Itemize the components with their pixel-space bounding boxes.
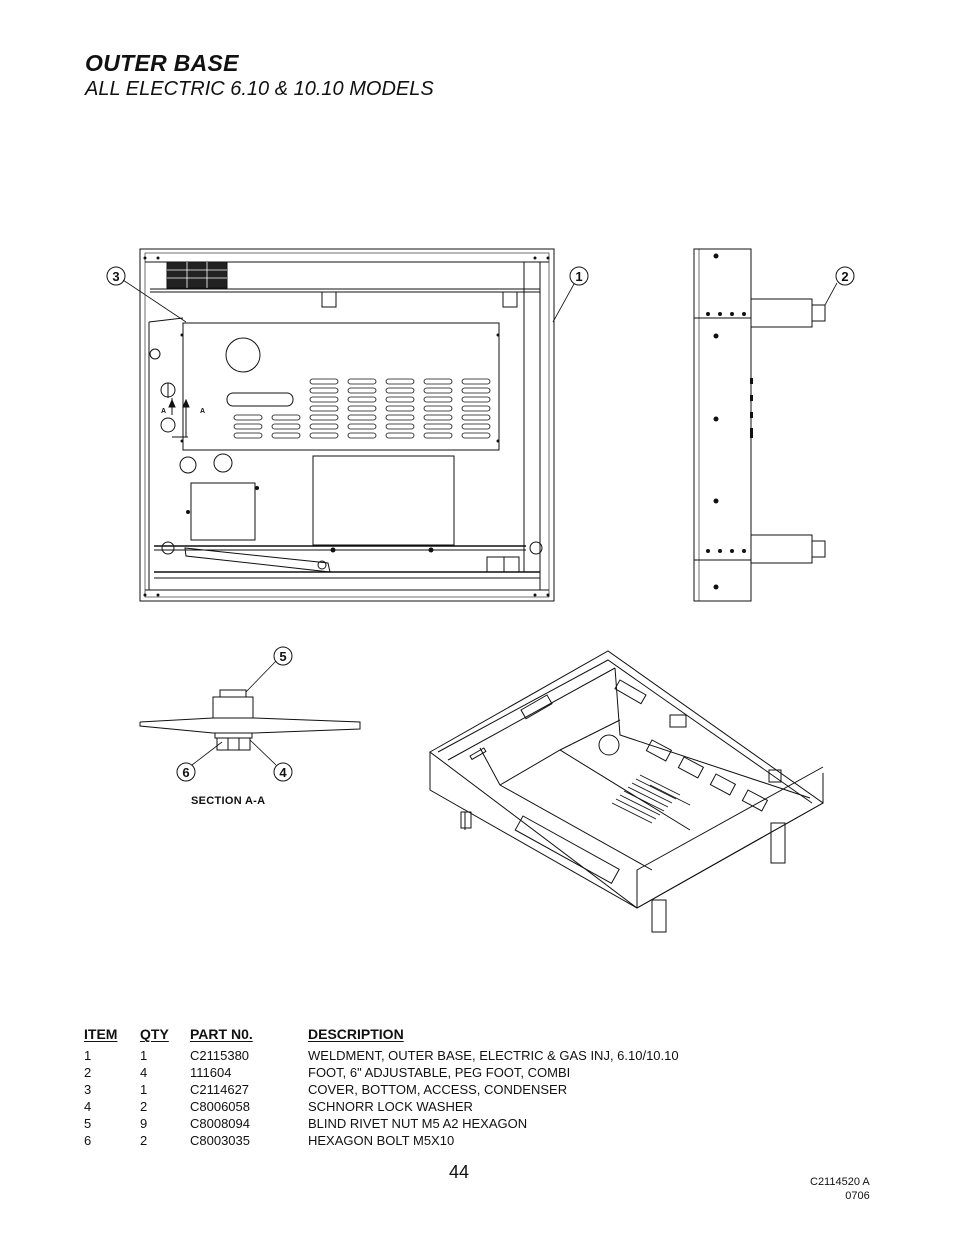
table-row bbox=[84, 1081, 679, 1098]
parts-table-header bbox=[84, 1026, 679, 1047]
section-a-a-label: SECTION A-A bbox=[191, 795, 266, 807]
item-cell: 6 bbox=[84, 1133, 92, 1148]
qty-cell: 4 bbox=[140, 1065, 148, 1080]
parts-table bbox=[84, 1026, 679, 1149]
qty-cell: 2 bbox=[140, 1133, 148, 1148]
part-no-cell: C8006058 bbox=[190, 1099, 250, 1114]
part-no-cell: C2114627 bbox=[190, 1082, 250, 1097]
table-row bbox=[84, 1064, 679, 1081]
qty-cell: 9 bbox=[140, 1116, 148, 1131]
description-cell: WELDMENT, OUTER BASE, ELECTRIC & GAS INJ, 6.10/10.10 bbox=[308, 1048, 679, 1063]
callout-1-label: 1 bbox=[575, 269, 583, 284]
callout-2-label: 2 bbox=[841, 269, 849, 284]
document-code-number: C2114520 A bbox=[810, 1176, 870, 1188]
description-cell: FOOT, 6" ADJUSTABLE, PEG FOOT, COMBI bbox=[308, 1065, 571, 1080]
part-no-cell: C8008094 bbox=[190, 1116, 250, 1131]
part-no-cell: 111604 bbox=[190, 1065, 232, 1080]
header-qty: QTY bbox=[140, 1026, 169, 1042]
isometric-view-drawing bbox=[430, 651, 823, 932]
table-row bbox=[84, 1047, 679, 1064]
item-cell: 5 bbox=[84, 1116, 92, 1131]
item-cell: 3 bbox=[84, 1082, 92, 1097]
table-row bbox=[84, 1132, 679, 1149]
section-marker-left: A bbox=[161, 408, 167, 415]
part-no-cell: C2115380 bbox=[190, 1048, 250, 1063]
description-cell: SCHNORR LOCK WASHER bbox=[308, 1099, 473, 1114]
qty-cell: 2 bbox=[140, 1099, 148, 1114]
description-cell: HEXAGON BOLT M5X10 bbox=[308, 1133, 455, 1148]
qty-cell: 1 bbox=[140, 1082, 148, 1097]
page-subtitle: ALL ELECTRIC 6.10 & 10.10 MODELS bbox=[85, 78, 434, 100]
header-item: ITEM bbox=[84, 1026, 118, 1042]
document-code bbox=[810, 1175, 870, 1203]
section-a-a-drawing bbox=[140, 690, 360, 750]
part-no-cell: C8003035 bbox=[190, 1133, 250, 1148]
top-view-drawing bbox=[140, 249, 554, 601]
callout-5-label: 5 bbox=[279, 649, 287, 664]
description-cell: COVER, BOTTOM, ACCESS, CONDENSER bbox=[308, 1082, 568, 1097]
side-view-drawing bbox=[694, 249, 825, 601]
item-cell: 2 bbox=[84, 1065, 92, 1080]
qty-cell: 1 bbox=[140, 1048, 148, 1063]
item-cell: 1 bbox=[84, 1048, 92, 1063]
page-number: 44 bbox=[449, 1162, 470, 1182]
description-cell: BLIND RIVET NUT M5 A2 HEXAGON bbox=[308, 1116, 528, 1131]
table-row bbox=[84, 1098, 679, 1115]
page-title: OUTER BASE bbox=[85, 50, 239, 76]
header-description: DESCRIPTION bbox=[308, 1026, 404, 1042]
document-code-date: 0706 bbox=[845, 1190, 870, 1202]
header-part-no: PART N0. bbox=[190, 1026, 253, 1042]
callout-4-label: 4 bbox=[279, 765, 287, 780]
callout-6-label: 6 bbox=[182, 765, 190, 780]
item-cell: 4 bbox=[84, 1099, 92, 1114]
section-marker-right: A bbox=[200, 408, 206, 415]
callout-3-label: 3 bbox=[112, 269, 120, 284]
table-row bbox=[84, 1115, 679, 1132]
